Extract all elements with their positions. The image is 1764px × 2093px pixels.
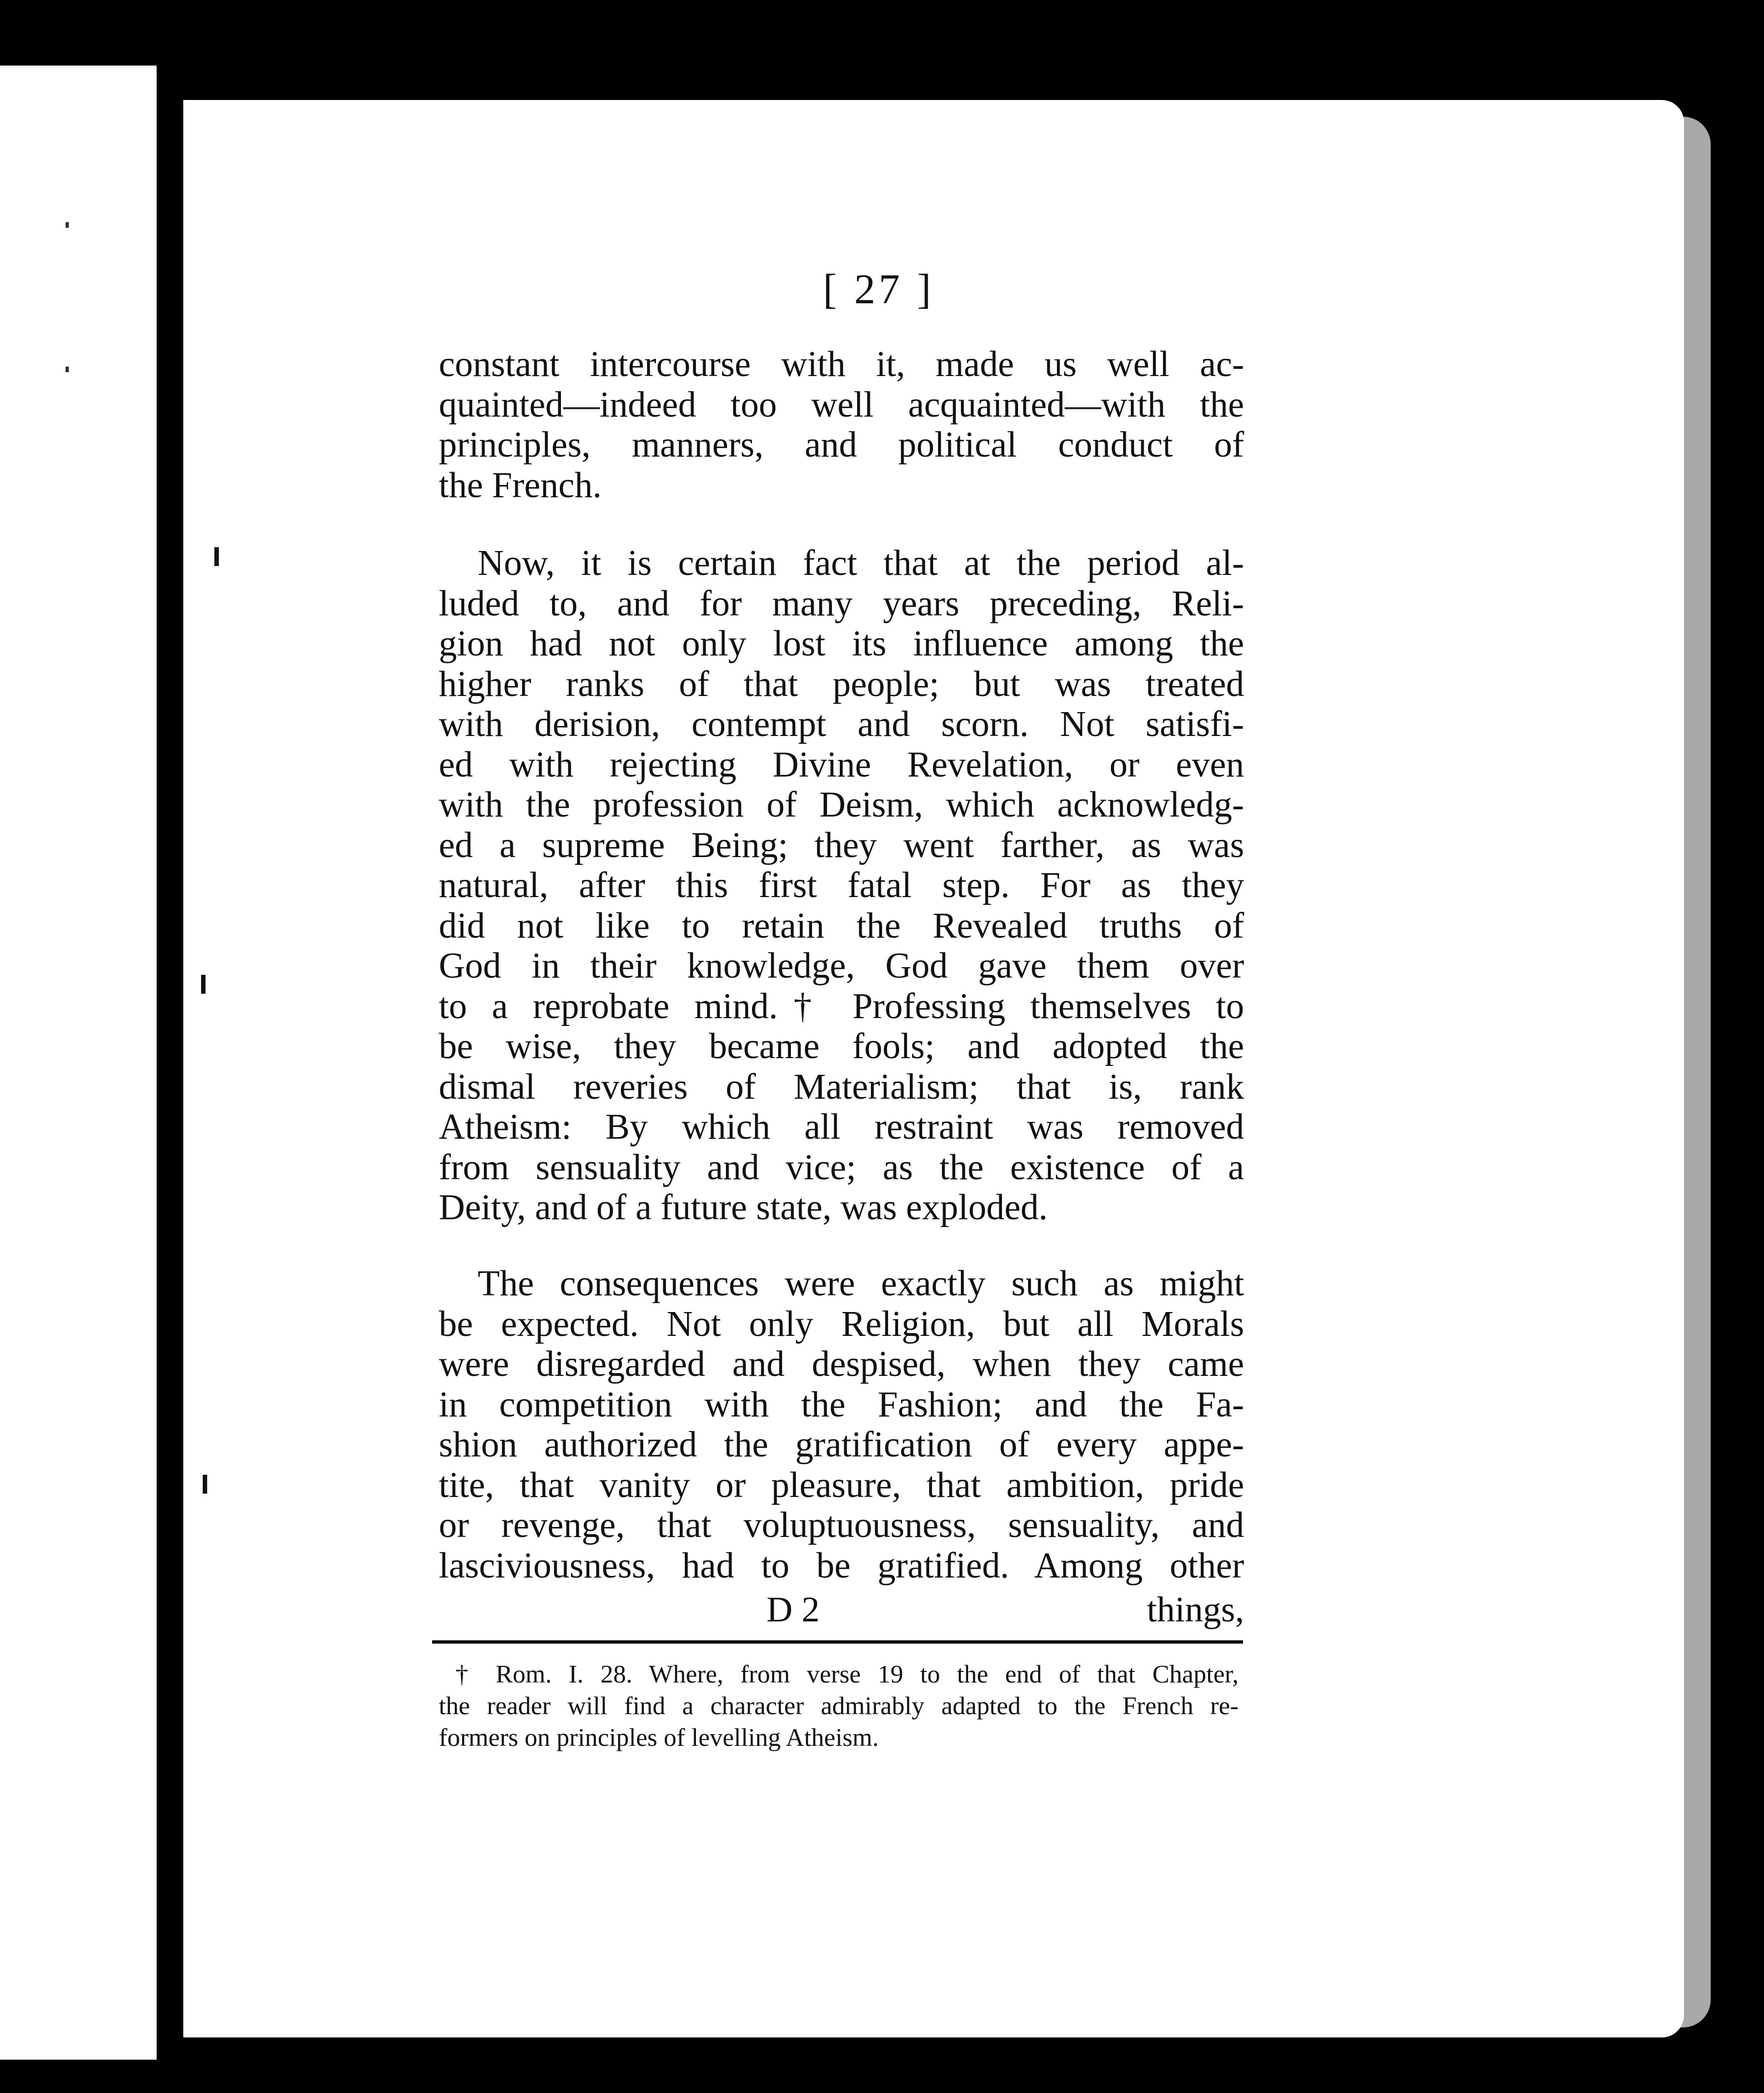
text-line: principles, manners, and political conduct of bbox=[439, 425, 1244, 465]
footnote-rule bbox=[432, 1640, 1243, 1644]
text-line: The consequences were exactly such as might bbox=[478, 1264, 1244, 1304]
text-line: higher ranks of that people; but was treated bbox=[439, 664, 1244, 704]
text-line: be wise, they became fools; and adopted the bbox=[439, 1027, 1244, 1066]
text-line: Deity, and of a future state, was exploded. bbox=[439, 1188, 1048, 1228]
paragraph-3 bbox=[439, 1264, 1244, 1586]
margin-mark bbox=[203, 1475, 207, 1494]
text-line: ed a supreme Being; they went farther, as was bbox=[439, 825, 1244, 865]
text-line: quainted—indeed too well acquainted—with the bbox=[439, 384, 1244, 425]
catchword: things, bbox=[1146, 1590, 1244, 1630]
text-line: in competition with the Fashion; and the Fa- bbox=[439, 1384, 1244, 1425]
page-number: [ 27 ] bbox=[823, 266, 935, 313]
text-line: dismal reveries of Materialism; that is, rank bbox=[439, 1066, 1244, 1107]
paragraph-1 bbox=[439, 344, 1244, 505]
text-line: the French. bbox=[439, 465, 602, 505]
text-line: did not like to retain the Revealed truths of bbox=[439, 905, 1244, 946]
left-facing-page bbox=[0, 66, 157, 2060]
text-line: tite, that vanity or pleasure, that ambition, pride bbox=[439, 1465, 1244, 1505]
footnote-line: formers on principles of levelling Atheism. bbox=[439, 1723, 879, 1751]
text-line: gion had not only lost its influence among the bbox=[439, 624, 1244, 664]
text-line: constant intercourse with it, made us well ac- bbox=[439, 344, 1244, 384]
text-line: shion authorized the gratification of every appe- bbox=[439, 1425, 1244, 1465]
text-line: with the profession of Deism, which acknowledg- bbox=[439, 785, 1244, 825]
text-line: natural, after this first fatal step. For as they bbox=[439, 865, 1244, 905]
text-line: were disregarded and despised, when they came bbox=[439, 1344, 1244, 1384]
paragraph-2 bbox=[439, 543, 1244, 1228]
text-line: or revenge, that voluptuousness, sensuality, and bbox=[439, 1505, 1244, 1545]
margin-mark bbox=[214, 547, 219, 566]
signature-mark: D 2 bbox=[766, 1590, 820, 1630]
text-line: luded to, and for many years preceding, Reli- bbox=[439, 583, 1244, 624]
footnote-line: the reader will find a character admirably adapted to the French re- bbox=[439, 1691, 1239, 1720]
footnote-line: † Rom. I. 28. Where, from verse 19 to the end of that Chapter, bbox=[455, 1660, 1239, 1688]
text-line: with derision, contempt and scorn. Not satisfi- bbox=[439, 704, 1244, 744]
text-line: Now, it is certain fact that at the period al- bbox=[478, 543, 1244, 583]
text-line: God in their knowledge, God gave them over bbox=[439, 946, 1244, 986]
text-line: to a reprobate mind.† Professing themselves to bbox=[439, 986, 1244, 1027]
footnote bbox=[439, 1658, 1239, 1753]
text-line: lasciviousness, had to be gratified. Among other bbox=[439, 1545, 1244, 1586]
text-line: from sensuality and vice; as the existence of a bbox=[439, 1147, 1244, 1188]
text-line: ed with rejecting Divine Revelation, or even bbox=[439, 744, 1244, 785]
margin-mark bbox=[201, 975, 206, 994]
text-line: be expected. Not only Religion, but all Morals bbox=[439, 1304, 1244, 1344]
text-line: Atheism: By which all restraint was removed bbox=[439, 1107, 1244, 1147]
